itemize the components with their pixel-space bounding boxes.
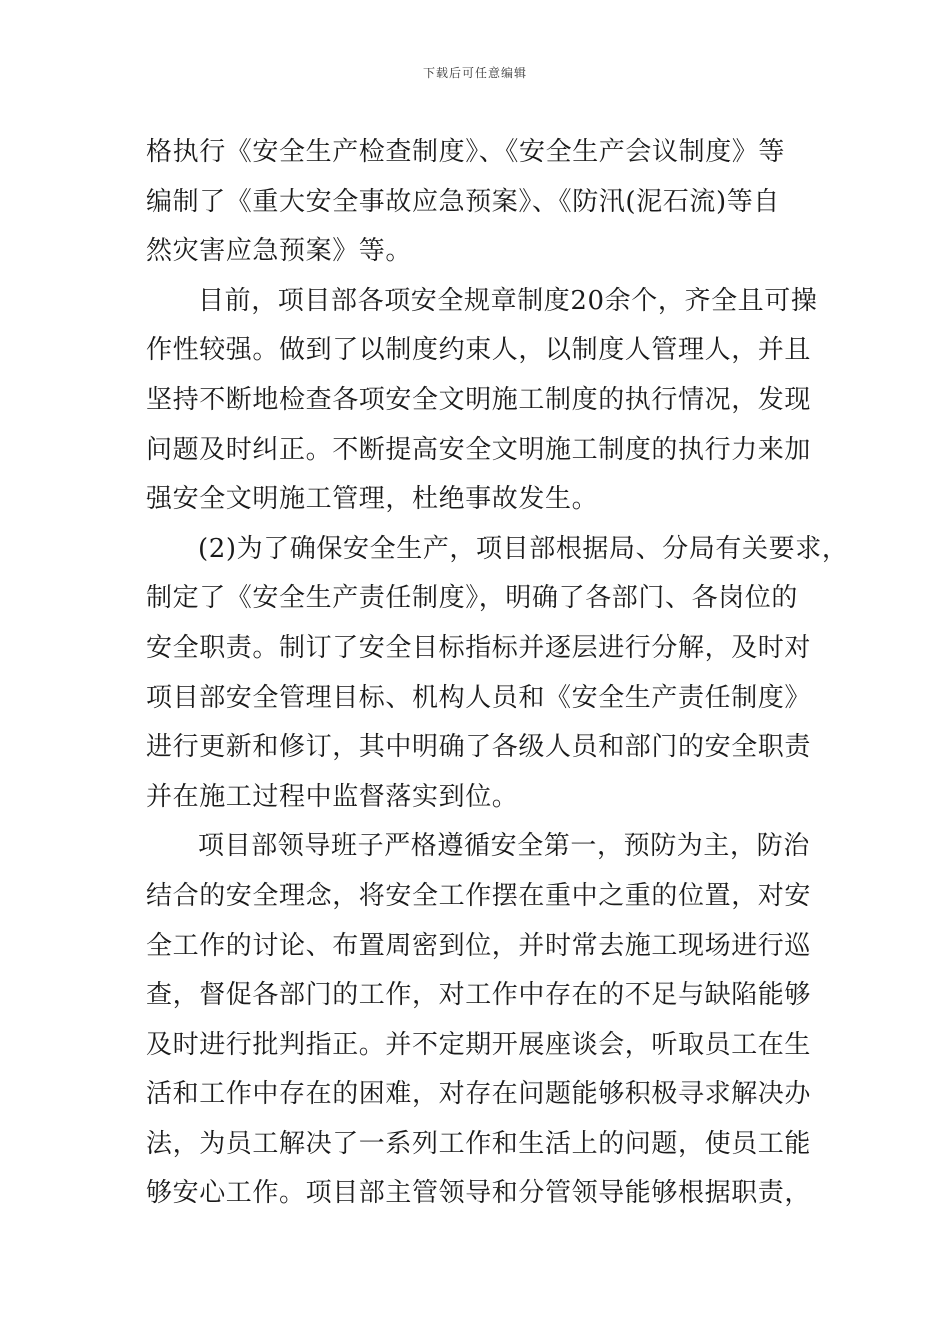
text-line: 安全职责。制订了安全目标指标并逐层进行分解，及时对	[146, 632, 812, 663]
text-line: 格执行《安全生产检查制度》、《安全生产会议制度》等	[146, 137, 786, 167]
text-line: 进行更新和修订，其中明确了各级人员和部门的安全职责	[146, 732, 812, 763]
text-line: (2)为了确保安全生产，项目部根据局、分局有关要求，	[198, 533, 849, 564]
text-line: 然灾害应急预案》等。	[146, 236, 413, 267]
text-line: 编制了《重大安全事故应急预案》、《防汛(泥石流)等自	[146, 186, 780, 217]
page-header: 下载后可任意编辑	[422, 66, 527, 80]
text-line: 够安心工作。项目部主管领导和分管领导能够根据职责，	[146, 1178, 812, 1209]
text-line: 活和工作中存在的困难，对存在问题能够积极寻求解决办	[146, 1079, 812, 1110]
text-line: 全工作的讨论、布置周密到位，并时常去施工现场进行巡	[146, 930, 812, 961]
text-line: 制定了《安全生产责任制度》，明确了各部门、各岗位的	[146, 583, 799, 614]
text-line: 坚持不断地检查各项安全文明施工制度的执行情况，发现	[146, 384, 812, 415]
text-line: 目前，项目部各项安全规章制度20余个，齐全且可操	[198, 285, 818, 316]
text-line: 作性较强。做到了以制度约束人，以制度人管理人，并且	[146, 335, 812, 366]
document-body	[146, 128, 849, 1219]
text-line: 问题及时纠正。不断提高安全文明施工制度的执行力来加	[146, 434, 812, 465]
text-line: 项目部领导班子严格遵循安全第一，预防为主，防治	[198, 831, 810, 862]
text-line: 项目部安全管理目标、机构人员和《安全生产责任制度》	[146, 682, 812, 713]
text-line: 法，为员工解决了一系列工作和生活上的问题，使员工能	[146, 1128, 812, 1159]
text-line: 并在施工过程中监督落实到位。	[146, 781, 519, 812]
text-line: 查，督促各部门的工作，对工作中存在的不足与缺陷能够	[146, 980, 812, 1011]
text-line: 结合的安全理念，将安全工作摆在重中之重的位置，对安	[146, 880, 812, 911]
text-line: 强安全文明施工管理，杜绝事故发生。	[146, 484, 599, 515]
text-line: 及时进行批判指正。并不定期开展座谈会，听取员工在生	[146, 1029, 812, 1060]
